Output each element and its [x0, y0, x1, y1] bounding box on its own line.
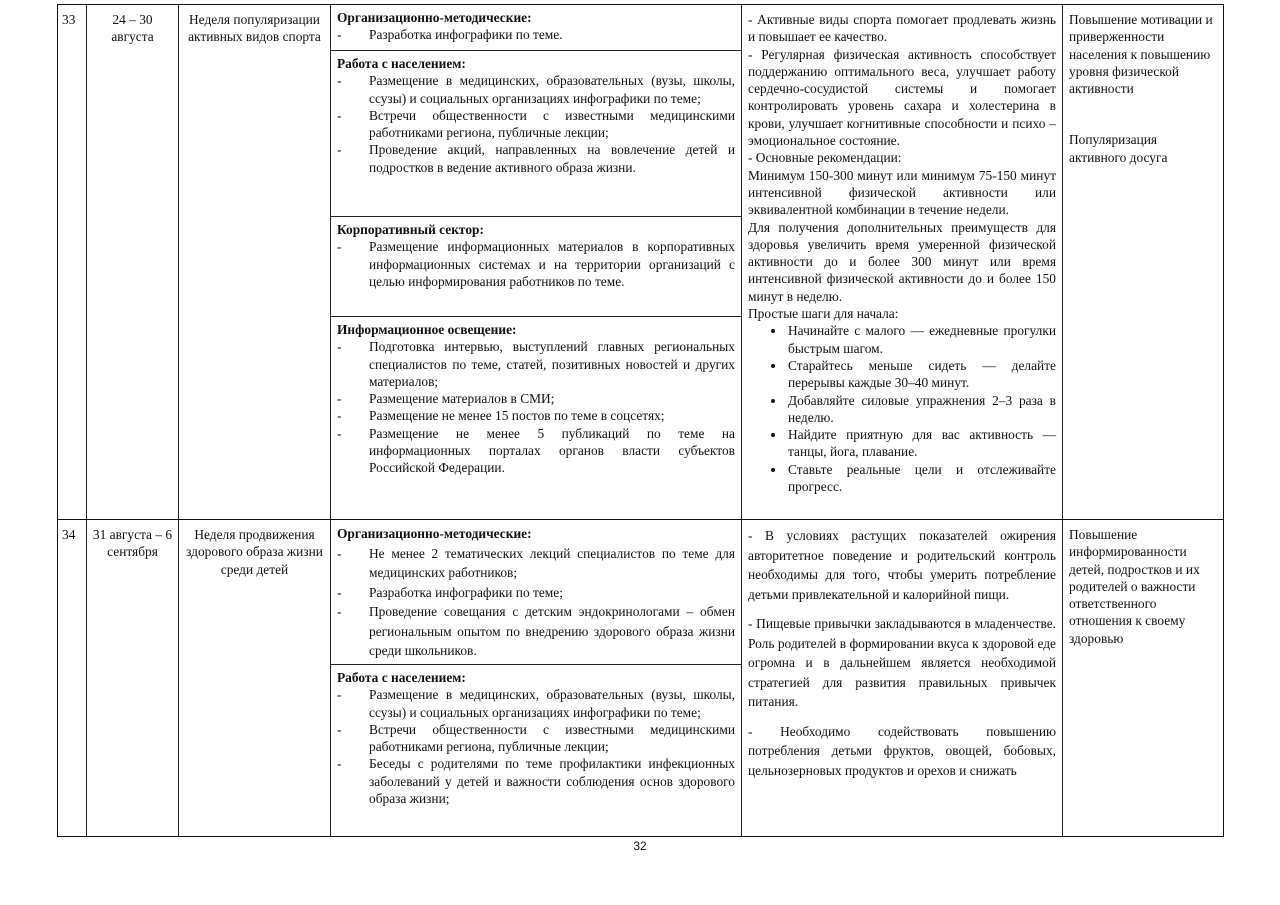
- row33-population-heading: Работа с населением:: [337, 56, 466, 71]
- row34-dates: 31 августа – 6 сентября: [92, 527, 173, 560]
- result-text: Повышение информированности детей, подростков и их родителей о важности ответственного отношения к своему здоровью: [1069, 527, 1200, 646]
- message-paragraph: - В условиях растущих показателей ожирения авторитетное поведение и родительский контроль необходимы для того, чтобы умерить потребление детьми привлекательной и калорийной пищи.: [748, 528, 1056, 602]
- list-item: - Подготовка интервью, выступлений главных региональных специалистов по теме, статей, позитивных новостей и других материалов;: [337, 339, 735, 389]
- list-item: - Разработка инфографики по теме;: [337, 584, 563, 600]
- list-item: • Старайтесь меньше сидеть — делайте перерывы каждые 30–40 минут.: [786, 357, 1056, 392]
- list-item: • Ставьте реальные цели и отслеживайте прогресс.: [786, 461, 1056, 496]
- list-item: - Беседы с родителями по теме профилактики инфекционных заболеваний у детей и важности соблюдения основ здорового образа жизни;: [337, 756, 735, 807]
- list-item: • Найдите приятную для вас активность — танцы, йога, плавание.: [786, 426, 1056, 461]
- list-item: - Встречи общественности с известными медицинскими работниками региона, публичные лекции;: [337, 721, 735, 755]
- row33-week-title: Неделя популяризации активных видов спорта: [188, 12, 321, 45]
- result-text: Повышение мотивации и приверженности населения к повышению уровня физической активности: [1069, 12, 1213, 97]
- row34-number: 34: [62, 527, 76, 542]
- list-item: - Размещение материалов в СМИ;: [337, 391, 555, 407]
- list-item: - Встречи общественности с известными медицинскими работниками региона, публичные лекции;: [337, 107, 735, 141]
- row33-org-heading: Организационно-методические:: [337, 10, 532, 25]
- list-item: - Не менее 2 тематических лекций специалистов по теме для медицинских работников;: [337, 545, 735, 580]
- row34-population-heading: Работа с населением:: [337, 670, 466, 685]
- list-item: - Проведение акций, направленных на вовлечение детей и подростков в ведение активного образа жизни.: [337, 142, 735, 175]
- list-item: - Проведение совещания с детским эндокринологами – обмен региональным опытом по внедрению здорового образа жизни среди школьников.: [337, 604, 735, 658]
- list-item: • Начинайте с малого — ежедневные прогулки быстрым шагом.: [786, 322, 1056, 357]
- page-number: 32: [633, 839, 647, 853]
- row33-frame: [57, 4, 1224, 520]
- message-paragraph: - Необходимо содействовать повышению потребления детьми фруктов, овощей, бобовых, цельнозерновых продуктов и орехов и снижать: [748, 723, 1056, 778]
- row33-number: 33: [62, 12, 76, 27]
- row33-info-heading: Информационное освещение:: [337, 322, 517, 337]
- row33-corporate-heading: Корпоративный сектор:: [337, 222, 484, 237]
- row33-dates: 24 – 30 августа: [111, 12, 154, 45]
- list-item: - Размещение не менее 15 постов по теме в соцсетях;: [337, 408, 665, 424]
- message-paragraph: - Основные рекомендации:: [748, 150, 902, 166]
- row34-org-heading: Организационно-методические:: [337, 526, 532, 541]
- message-paragraph: Минимум 150-300 минут или минимум 75-150 минут интенсивной физической активности или эквивалентной комбинации в течение недели.: [748, 167, 1056, 218]
- message-paragraph: - Регулярная физическая активность способствует поддержанию оптимального веса, улучшает работу сердечно-сосудистой системы и помогает контролировать уровень сахара и холестерина в крови, улучшает когнитивные способности и психо – эмоциональное состояние.: [748, 46, 1056, 149]
- message-paragraph: Простые шаги для начала:: [748, 306, 899, 322]
- message-paragraph: - Пищевые привычки закладываются в младенчестве. Роль родителей в формировании вкуса к здоровой еде огромна и в дальнейшем является необходимой стратегией для развития правильных привычек питания.: [748, 616, 1056, 709]
- list-item: - Разработка инфографики по теме.: [337, 27, 563, 43]
- result-text: Популяризация активного досуга: [1069, 132, 1168, 165]
- row34-frame: [57, 519, 1224, 837]
- list-item: - Размещение в медицинских, образовательных (вузы, школы, ссузы) и социальных организациях инфографики по теме;: [337, 687, 735, 720]
- list-item: • Добавляйте силовые упражнения 2–3 раза в неделю.: [786, 392, 1056, 427]
- message-paragraph: Для получения дополнительных преимуществ для здоровья увеличить время умеренной физической активности до и более 300 минут или время интенсивной физической активности до и более 150 минут в неделю.: [748, 219, 1056, 304]
- message-paragraph: - Активные виды спорта помогает продлевать жизнь и повышает ее качество.: [748, 12, 1056, 45]
- row34-week-title: Неделя продвижения здорового образа жизни среди детей: [186, 527, 323, 577]
- list-item: - Размещение в медицинских, образовательных (вузы, школы, ссузы) и социальных организациях инфографики по теме;: [337, 73, 735, 106]
- list-item: - Размещение не менее 5 публикаций по теме на информационных порталах органов власти субъектов Российской Федерации.: [337, 425, 735, 476]
- list-item: - Размещение информационных материалов в корпоративных информационных системах и на территории организаций с целью информирования работников по теме.: [337, 239, 735, 289]
